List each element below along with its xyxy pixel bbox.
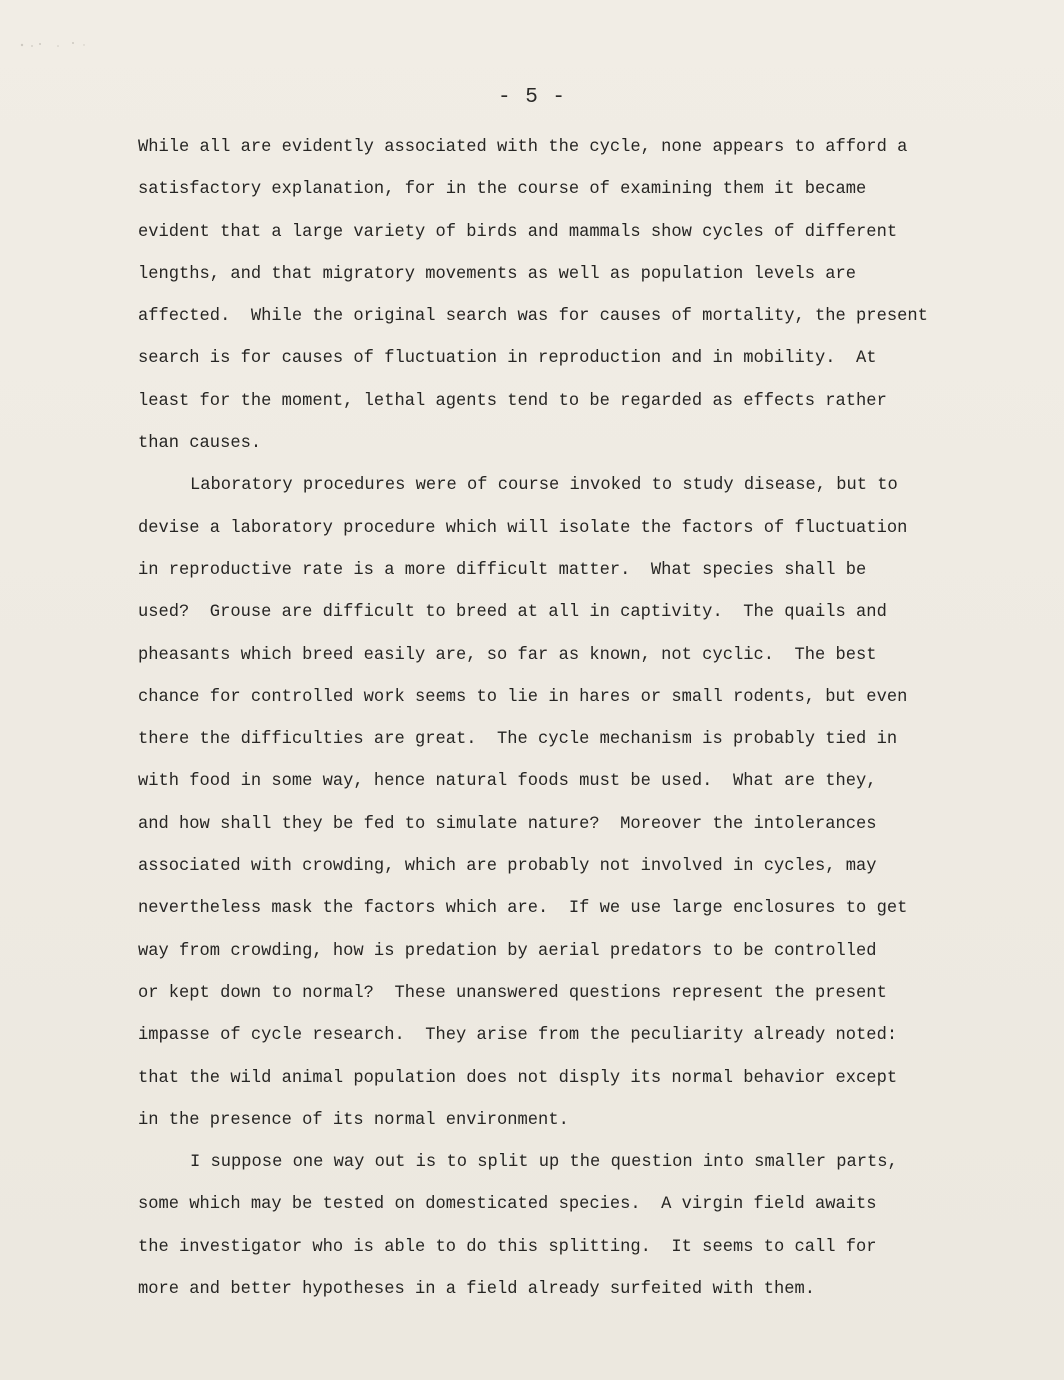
text-line: pheasants which breed easily are, so far as known, not cyclic. The best	[138, 645, 877, 665]
text-line: in the presence of its normal environment.	[138, 1110, 569, 1130]
text-line: least for the moment, lethal agents tend to be regarded as effects rather	[138, 391, 887, 411]
text-line: lengths, and that migratory movements as well as population levels are	[138, 264, 857, 284]
text-line: some which may be tested on domesticated species. A virgin field awaits	[138, 1195, 877, 1215]
text-line: satisfactory explanation, for in the course of examining them it became	[138, 180, 867, 200]
text-line: and how shall they be fed to simulate nature? Moreover the intolerances	[138, 814, 877, 834]
text-line: devise a laboratory procedure which will isolate the factors of fluctuation	[138, 518, 908, 538]
paragraph	[138, 1142, 938, 1311]
text-line: or kept down to normal? These unanswered questions represent the present	[138, 983, 887, 1003]
text-line: associated with crowding, which are probably not involved in cycles, may	[138, 857, 877, 877]
paragraph	[138, 127, 938, 465]
text-line: more and better hypotheses in a field already surfeited with them.	[138, 1280, 816, 1300]
page-number: - 5 -	[497, 86, 566, 109]
text-line: search is for causes of fluctuation in reproduction and in mobility. At	[138, 349, 877, 369]
text-line: evident that a large variety of birds and mammals show cycles of different	[138, 222, 898, 242]
text-line: chance for controlled work seems to lie in hares or small rodents, but even	[138, 687, 908, 707]
text-line: nevertheless mask the factors which are. If we use large enclosures to get	[138, 899, 908, 919]
text-line: the investigator who is able to do this splitting. It seems to call for	[138, 1237, 877, 1257]
text-line: used? Grouse are difficult to breed at all in captivity. The quails and	[138, 603, 887, 623]
text-line: there the difficulties are great. The cycle mechanism is probably tied in	[138, 730, 898, 750]
text-line: I suppose one way out is to split up the question into smaller parts,	[190, 1153, 898, 1173]
paragraph	[138, 465, 938, 1142]
text-line: than causes.	[138, 434, 262, 454]
body-text	[138, 127, 938, 1311]
text-line: Laboratory procedures were of course invoked to study disease, but to	[190, 476, 898, 496]
text-line: in reproductive rate is a more difficult matter. What species shall be	[138, 560, 867, 580]
text-line: affected. While the original search was for causes of mortality, the present	[138, 307, 928, 327]
text-line: with food in some way, hence natural foods must be used. What are they,	[138, 772, 877, 792]
paper-speck-mark	[18, 40, 88, 50]
text-line: that the wild animal population does not disply its normal behavior except	[138, 1068, 898, 1088]
text-line: way from crowding, how is predation by aerial predators to be controlled	[138, 941, 877, 961]
text-line: While all are evidently associated with the cycle, none appears to afford a	[138, 138, 908, 157]
text-line: impasse of cycle research. They arise from the peculiarity already noted:	[138, 1026, 898, 1046]
